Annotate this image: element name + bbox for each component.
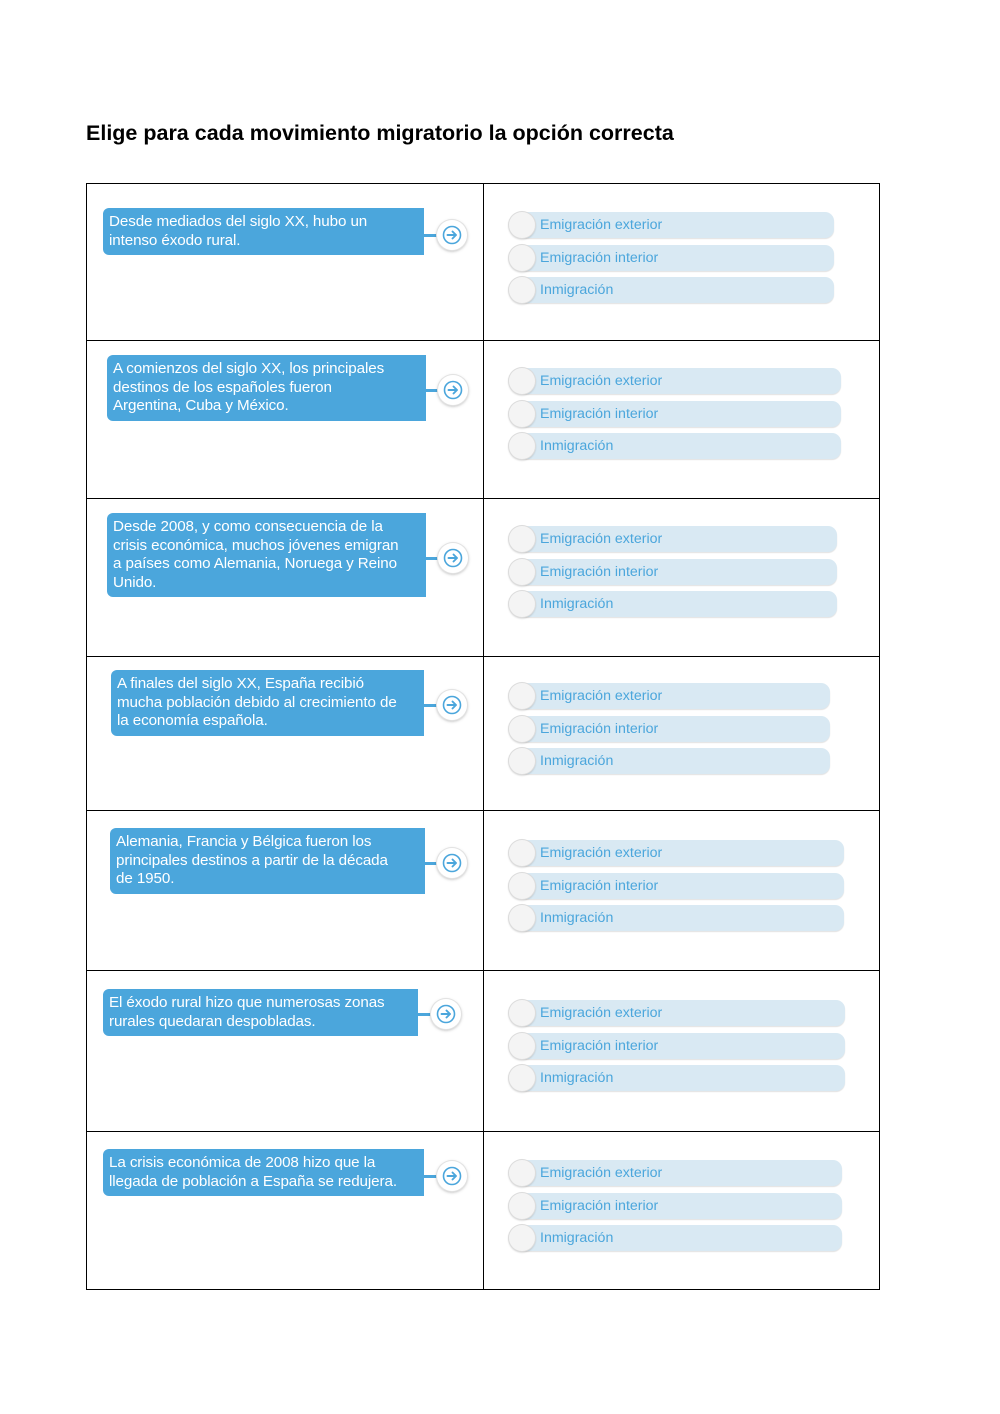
radio-button-icon[interactable] [509, 683, 535, 709]
option-label: Emigración interior [540, 405, 659, 422]
radio-button-icon[interactable] [509, 591, 535, 617]
statement-text-line: Argentina, Cuba y México. [113, 397, 289, 415]
options-group [509, 1160, 842, 1258]
arrow-right-button[interactable] [437, 690, 467, 720]
statement-text-line: intenso éxodo rural. [109, 231, 241, 249]
page-title: Elige para cada movimiento migratorio la opción correcta [86, 121, 674, 145]
statement-text-line: rurales quedaran despobladas. [109, 1012, 316, 1030]
option-label: Emigración interior [540, 720, 659, 737]
option-label: Emigración interior [540, 1197, 659, 1214]
statement-text-line: El éxodo rural hizo que numerosas zonas [109, 994, 385, 1011]
radio-button-icon[interactable] [509, 1000, 535, 1026]
answer-option[interactable] [509, 905, 844, 931]
option-label: Emigración exterior [540, 531, 663, 547]
connector-line [426, 389, 438, 392]
answer-option[interactable] [509, 1033, 845, 1059]
row-divider [87, 656, 879, 657]
radio-button-icon[interactable] [509, 716, 535, 742]
connector-line [418, 1013, 431, 1016]
option-label: Inmigración [540, 596, 614, 612]
option-label: Emigración exterior [540, 373, 663, 389]
statement-box[interactable] [107, 355, 426, 421]
exercise-table [86, 183, 880, 1290]
radio-button-icon[interactable] [509, 433, 535, 459]
options-group [509, 683, 830, 781]
connector-line [424, 1175, 437, 1178]
radio-button-icon[interactable] [509, 212, 535, 238]
radio-button-icon[interactable] [509, 277, 535, 303]
option-label: Inmigración [540, 282, 614, 298]
row-divider [87, 498, 879, 499]
options-group [509, 1000, 845, 1098]
statement-text-line: llegada de población a España se redujera. [109, 1172, 397, 1190]
statement-box[interactable] [107, 513, 426, 597]
statement-text-line: La crisis económica de 2008 hizo que la [109, 1154, 376, 1171]
connector-line [425, 862, 437, 865]
statement-text-line: crisis económica, muchos jóvenes emigran [113, 536, 399, 554]
connector-line [424, 234, 437, 237]
connector-line [424, 704, 437, 707]
statement-box[interactable] [110, 828, 425, 894]
radio-button-icon[interactable] [509, 905, 535, 931]
arrow-right-icon [436, 1004, 456, 1024]
statement-box[interactable] [103, 208, 424, 255]
radio-button-icon[interactable] [509, 873, 535, 899]
radio-button-icon[interactable] [509, 559, 535, 585]
answer-option[interactable] [509, 873, 844, 899]
answer-option[interactable] [509, 1160, 842, 1186]
connector-line [426, 557, 438, 560]
option-label: Inmigración [540, 1070, 614, 1086]
arrow-right-icon [442, 1166, 462, 1186]
statement-text-line: mucha población debido al crecimiento de [117, 693, 397, 711]
radio-button-icon[interactable] [509, 368, 535, 394]
statement-text-line: Desde mediados del siglo XX, hubo un [109, 213, 368, 230]
row-divider [87, 810, 879, 811]
answer-option[interactable] [509, 716, 830, 742]
option-label: Inmigración [540, 438, 614, 454]
statement-text-line: principales destinos a partir de la década [116, 851, 388, 869]
answer-option[interactable] [509, 1225, 842, 1251]
answer-option[interactable] [509, 840, 844, 866]
radio-button-icon[interactable] [509, 1160, 535, 1186]
options-group [509, 840, 844, 938]
statement-text-line: destinos de los españoles fueron [113, 378, 332, 396]
options-group [509, 526, 837, 624]
arrow-right-button[interactable] [438, 375, 468, 405]
option-label: Emigración exterior [540, 217, 663, 233]
radio-button-icon[interactable] [509, 1225, 535, 1251]
option-label: Emigración exterior [540, 845, 663, 861]
statement-text-line: Unido. [113, 573, 157, 591]
answer-option[interactable] [509, 1193, 842, 1219]
statement-text-line: A comienzos del siglo XX, los principales [113, 360, 385, 377]
statement-text-line: a países como Alemania, Noruega y Reino [113, 555, 397, 573]
radio-button-icon[interactable] [509, 245, 535, 271]
arrow-right-button[interactable] [437, 848, 467, 878]
radio-button-icon[interactable] [509, 526, 535, 552]
statement-text-line: Alemania, Francia y Bélgica fueron los [116, 833, 372, 850]
row-divider [87, 970, 879, 971]
arrow-right-icon [443, 380, 463, 400]
option-label: Inmigración [540, 1230, 614, 1246]
radio-button-icon[interactable] [509, 401, 535, 427]
statement-text-line: A finales del siglo XX, España recibió [117, 675, 364, 692]
arrow-right-button[interactable] [438, 543, 468, 573]
radio-button-icon[interactable] [509, 1065, 535, 1091]
answer-option[interactable] [509, 526, 837, 552]
option-label: Inmigración [540, 910, 614, 926]
option-label: Emigración interior [540, 877, 659, 894]
arrow-right-button[interactable] [437, 1161, 467, 1191]
arrow-right-icon [442, 225, 462, 245]
statement-text-line: de 1950. [116, 870, 175, 888]
arrow-right-icon [443, 548, 463, 568]
statement-box[interactable] [103, 1149, 424, 1196]
radio-button-icon[interactable] [509, 1193, 535, 1219]
option-label: Emigración interior [540, 563, 659, 580]
arrow-right-button[interactable] [431, 999, 461, 1029]
radio-button-icon[interactable] [509, 1033, 535, 1059]
answer-option[interactable] [509, 245, 834, 271]
answer-option[interactable] [509, 212, 834, 238]
answer-option[interactable] [509, 1000, 845, 1026]
option-label: Emigración interior [540, 249, 659, 266]
row-divider [87, 340, 879, 341]
answer-option[interactable] [509, 591, 837, 617]
column-divider [483, 184, 484, 1289]
arrow-right-button[interactable] [437, 220, 467, 250]
statement-text-line: Desde 2008, y como consecuencia de la [113, 518, 383, 535]
options-group [509, 212, 834, 310]
answer-option[interactable] [509, 748, 830, 774]
answer-option[interactable] [509, 401, 841, 427]
answer-option[interactable] [509, 1065, 845, 1091]
arrow-right-icon [442, 695, 462, 715]
statement-box[interactable] [111, 670, 424, 736]
row-divider [87, 1131, 879, 1132]
option-label: Emigración exterior [540, 1005, 663, 1021]
answer-option[interactable] [509, 368, 841, 394]
statement-text-line: la economía española. [117, 712, 268, 730]
answer-option[interactable] [509, 683, 830, 709]
option-label: Emigración exterior [540, 1165, 663, 1181]
option-label: Inmigración [540, 753, 614, 769]
arrow-right-icon [442, 853, 462, 873]
radio-button-icon[interactable] [509, 840, 535, 866]
answer-option[interactable] [509, 559, 837, 585]
option-label: Emigración exterior [540, 688, 663, 704]
answer-option[interactable] [509, 277, 834, 303]
statement-box[interactable] [103, 989, 418, 1036]
option-label: Emigración interior [540, 1037, 659, 1054]
answer-option[interactable] [509, 433, 841, 459]
options-group [509, 368, 841, 466]
radio-button-icon[interactable] [509, 748, 535, 774]
